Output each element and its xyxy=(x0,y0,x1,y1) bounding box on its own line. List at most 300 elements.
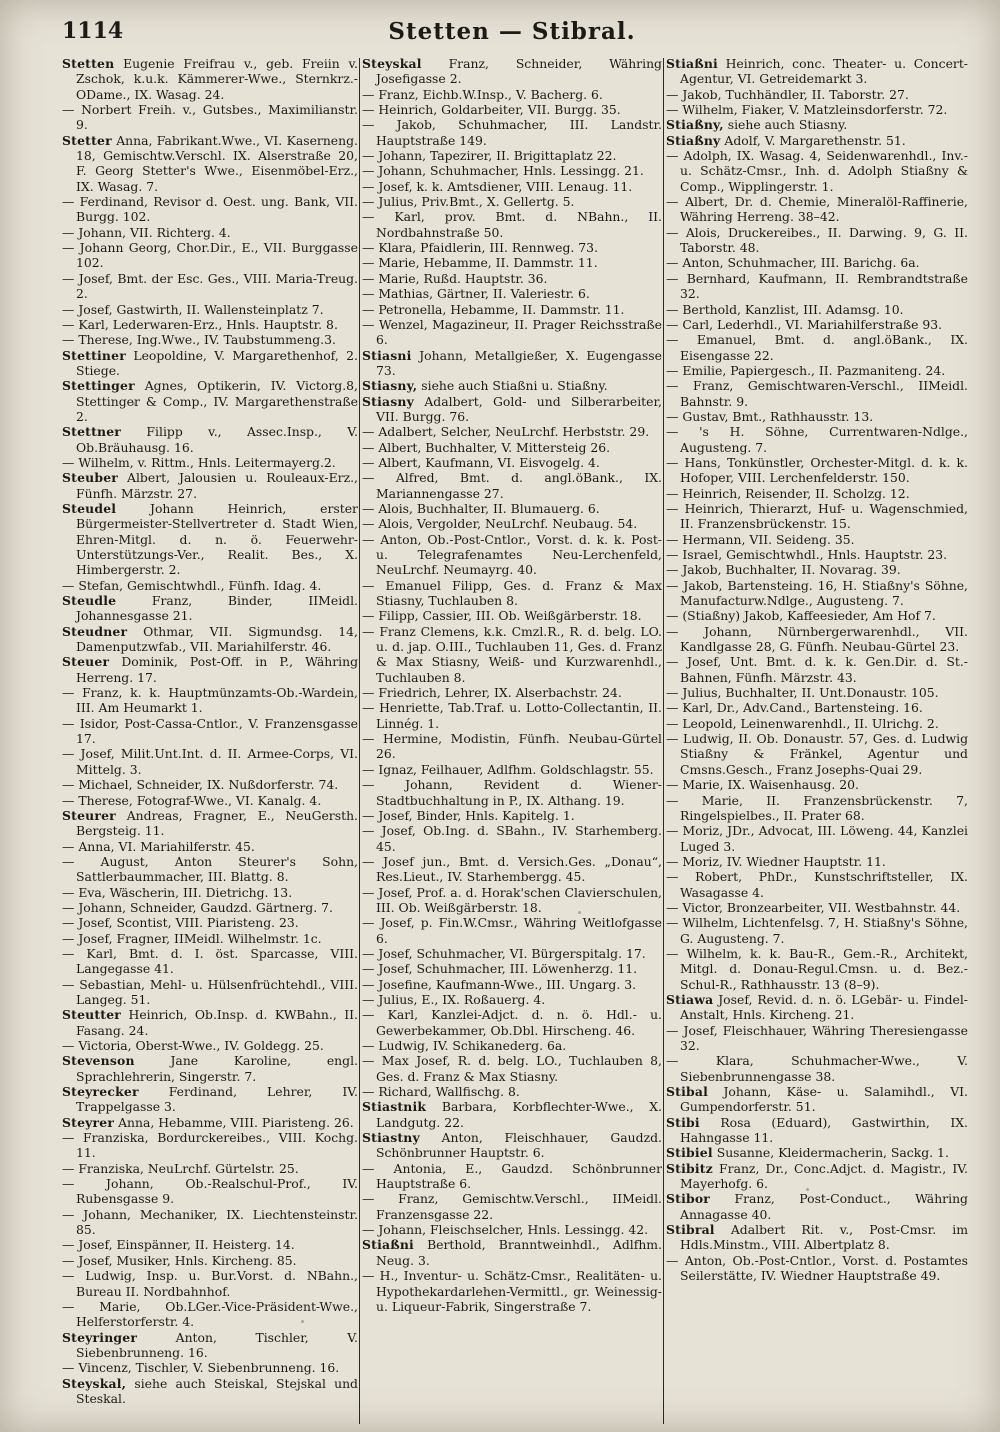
directory-entry xyxy=(666,1161,968,1192)
directory-entry xyxy=(62,946,358,977)
directory-entry xyxy=(362,777,662,808)
entry-details: — Richard, Wallfischg. 8. xyxy=(362,1084,520,1100)
entry-details: — Victor, Bronzearbeiter, VII. Westbahnstr. 44. xyxy=(666,899,961,915)
directory-entry xyxy=(666,424,968,455)
directory-entry xyxy=(362,1053,662,1084)
directory-entry xyxy=(666,532,968,547)
entry-details: — Josef, Schuhmacher, VI. Bürgerspitalg. 17. xyxy=(362,945,646,961)
directory-entry xyxy=(362,102,662,117)
entry-details: — Therese, Ing.Wwe., IV. Taubstummeng.3. xyxy=(62,332,336,348)
directory-entry xyxy=(62,194,358,225)
entry-details: — Franz, Gemischtwaren-Verschl., IIMeidl. Bahnstr. 9. xyxy=(666,378,968,409)
entry-surname: Stiawa xyxy=(666,991,714,1007)
directory-entry xyxy=(62,854,358,885)
column-left xyxy=(62,56,358,1426)
directory-entry xyxy=(666,1053,968,1084)
directory-entry xyxy=(362,286,662,301)
entry-details: Albert, Jalousien u. Rouleaux-Erz., Fünfh. Märzstr. 27. xyxy=(76,470,358,501)
directory-entry xyxy=(666,501,968,532)
entry-details: — Josef, Fragner, IIMeidl. Wilhelmstr. 1c. xyxy=(62,930,322,946)
directory-entry xyxy=(362,532,662,578)
entry-details: — Robert, PhDr., Kunstschriftsteller, IX. Wasagasse 4. xyxy=(666,869,968,900)
directory-entry xyxy=(362,348,662,379)
directory-entry xyxy=(62,317,358,332)
entry-surname: Steudner xyxy=(62,623,128,639)
directory-entry xyxy=(666,900,968,915)
entry-details: — Stefan, Gemischtwhdl., Fünfh. Idag. 4. xyxy=(62,577,322,593)
directory-entry xyxy=(62,1299,358,1330)
entry-details: — Franziska, Bordurckereibes., VIII. Kochg. 11. xyxy=(62,1130,358,1161)
directory-entry xyxy=(362,209,662,240)
entry-details: — Eva, Wäscherin, III. Dietrichg. 13. xyxy=(62,884,293,900)
entry-details: Filipp v., Assec.Insp., V. Ob.Bräuhausg. 16. xyxy=(76,424,358,455)
entry-surname: Stiaßny xyxy=(666,132,721,148)
entry-surname: Stibral xyxy=(666,1222,715,1238)
directory-entry xyxy=(666,332,968,363)
entry-details: — Emanuel, Bmt. d. angl.öBank., IX. Eisengasse 22. xyxy=(666,332,968,363)
entry-details: — Wenzel, Magazineur, II. Prager Reichsstraße 6. xyxy=(362,316,662,348)
directory-entry xyxy=(62,1130,358,1161)
entry-details: — August, Anton Steurer's Sohn, Sattlerbaummacher, III. Blattg. 8. xyxy=(62,853,358,885)
directory-entry xyxy=(362,1161,662,1192)
entry-details: — Israel, Gemischtwhdl., Hnls. Hauptstr. 23. xyxy=(666,547,948,562)
entry-surname: Stetter xyxy=(62,132,112,148)
directory-entry xyxy=(62,332,358,347)
directory-entry xyxy=(362,1191,662,1222)
directory-entry xyxy=(62,654,358,685)
entry-details: — Hans, Tonkünstler, Orchester-Mitgl. d. k. k. Hofoper, VIII. Lerchenfelderstr. 150. xyxy=(666,454,968,486)
entry-details: — Josef, Schuhmacher, III. Löwenherzg. 11. xyxy=(362,961,638,977)
entry-surname: Stiasny xyxy=(362,393,414,409)
entry-details: Franz, Post-Conduct., Währing Annagasse 40. xyxy=(680,1191,968,1222)
directory-entry xyxy=(666,255,968,270)
directory-entry xyxy=(62,348,358,379)
directory-entry xyxy=(362,1038,662,1053)
entry-details: — Mathias, Gärtner, II. Valeriestr. 6. xyxy=(362,286,590,302)
entry-details: — (Stiaßny) Jakob, Kaffeesieder, Am Hof 7. xyxy=(666,608,936,624)
entry-details: — Karl, Bmt. d. I. öst. Sparcasse, VIII. Langegasse 41. xyxy=(62,945,358,977)
directory-entry xyxy=(62,102,358,133)
entry-details: Anton, Fleischhauer, Gaudzd. Schönbrunner Hauptstr. 6. xyxy=(376,1130,662,1161)
directory-entry xyxy=(666,823,968,854)
directory-entry xyxy=(62,271,358,302)
entry-details: — Johann, Tapezirer, II. Brigittaplatz 22. xyxy=(362,148,617,164)
entry-details: Adolf, V. Margarethenstr. 51. xyxy=(724,132,906,148)
directory-entry xyxy=(62,685,358,716)
column-right xyxy=(666,56,968,1426)
directory-entry xyxy=(62,378,358,424)
entry-details: — Ignaz, Feilhauer, Adlfhm. Goldschlagstr. 55. xyxy=(362,761,654,777)
entry-details: — Ludwig, II. Ob. Donaustr. 57, Ges. d. Ludwig Stiaßny & Fränkel, Agentur und Cmsns.Gesch., Franz Josephs-Quai 29. xyxy=(666,731,968,777)
entry-details: — Leopold, Leinenwarenhdl., II. Ulrichg. 2. xyxy=(666,715,939,731)
entry-details: Rosa (Eduard), Gastwirthin, IX. Hahngasse 11. xyxy=(680,1114,968,1146)
entry-details: siehe auch Stiaßni u. Stiaßny. xyxy=(421,378,608,394)
directory-entry xyxy=(362,1222,662,1237)
directory-entry xyxy=(666,562,968,577)
directory-entry xyxy=(362,1084,662,1099)
entry-details: — Marie, Hebamme, II. Dammstr. 11. xyxy=(362,255,598,271)
directory-entry xyxy=(62,1176,358,1207)
entry-details: Barbara, Korbflechter-Wwe., X. Landgutg. 22. xyxy=(376,1099,662,1130)
entry-surname: Stibitz xyxy=(666,1160,713,1176)
entry-surname: Stettinger xyxy=(62,378,135,394)
directory-entry xyxy=(62,1253,358,1268)
directory-entry xyxy=(362,317,662,348)
entry-details: — Wilhelm, v. Rittm., Hnls. Leitermayerg.2. xyxy=(62,454,336,470)
entry-details: — Ludwig, IV. Schikanederg. 6a. xyxy=(362,1038,567,1053)
entry-surname: Steudle xyxy=(62,593,117,609)
directory-entry xyxy=(666,133,968,148)
entry-details: — Karl, Dr., Adv.Cand., Bartensteing. 16. xyxy=(666,700,923,716)
entry-details: — Wilhelm, k. k. Bau-R., Gem.-R., Architekt, Mitgl. d. Donau-Regul.Cmsn. u. d. Bez.-Schul-R., Rathhausstr. 13 (8–9). xyxy=(666,945,968,992)
directory-entry xyxy=(62,915,358,930)
entry-details: — Alfred, Bmt. d. angl.öBank., IX. Mariannengasse 27. xyxy=(362,470,662,501)
entry-details: — Anton, Ob.-Post-Cntlor., Vorst. d. k. k. Post- u. Telegrafenamtes Neu-Lerchenfeld, NeuLrchf. Neumayrg. 40. xyxy=(362,531,662,578)
entry-details: — Petronella, Hebamme, II. Dammstr. 11. xyxy=(362,301,625,317)
entry-surname: Steurer xyxy=(62,807,116,823)
directory-entry xyxy=(362,1268,662,1314)
directory-entry xyxy=(62,1330,358,1361)
entry-details: — Wilhelm, Fiaker, V. Matzleinsdorferstr. 72. xyxy=(666,102,948,118)
entry-details: — Johann, Schuhmacher, Hnls. Lessingg. 21. xyxy=(362,163,644,179)
entry-details: — Julius, E., IX. Roßauerg. 4. xyxy=(362,991,546,1007)
entry-details: — Karl, Kanzlei-Adjct. d. n. ö. Hdl.- u. Gewerbekammer, Ob.Dbl. Hirscheng. 46. xyxy=(362,1007,662,1038)
entry-details: — Marie, IX. Waisenhausg. 20. xyxy=(666,777,859,793)
directory-entry xyxy=(62,900,358,915)
column-divider xyxy=(359,58,360,1424)
directory-entry xyxy=(666,1145,968,1160)
directory-entry xyxy=(666,56,968,87)
entry-details: Adalbert, Gold- und Silberarbeiter, VII. Burgg. 76. xyxy=(376,393,662,424)
directory-entry xyxy=(666,915,968,946)
entry-details: — Adolph, IX. Wasag. 4, Seidenwarenhdl., Inv.- u. Schätz-Cmsr., Inh. d. Adolph Stiaßny & Comp., Wipplingerstr. 1. xyxy=(666,148,968,194)
directory-entry xyxy=(62,746,358,777)
entry-details: — Ferdinand, Revisor d. Oest. ung. Bank, VII. Burgg. 102. xyxy=(62,194,358,225)
directory-entry xyxy=(666,731,968,777)
directory-entry xyxy=(62,793,358,808)
directory-entry xyxy=(362,179,662,194)
entry-details: — Julius, Priv.Bmt., X. Gellertg. 5. xyxy=(362,194,575,210)
directory-entry xyxy=(62,470,358,501)
entry-details: — Franz, Eichb.W.Insp., V. Bacherg. 6. xyxy=(362,86,603,102)
directory-entry xyxy=(666,378,968,409)
directory-entry xyxy=(62,1161,358,1176)
entry-details: — Alois, Druckereibes., II. Darwing. 9, G. II. Taborstr. 48. xyxy=(666,224,968,256)
column-middle xyxy=(362,56,662,1426)
entry-details: — Johann, VII. Richterg. 4. xyxy=(62,224,231,240)
entry-details: Susanne, Kleidermacherin, Sackg. 1. xyxy=(716,1145,949,1161)
entry-details: — Heinrich, Goldarbeiter, VII. Burgg. 35. xyxy=(362,102,621,118)
entry-details: — Josef, Prof. a. d. Horak'schen Clavierschulen, III. Ob. Weißgärberstr. 18. xyxy=(362,884,662,915)
directory-entry xyxy=(362,946,662,961)
entry-details: Anna, Hebamme, VIII. Piaristeng. 26. xyxy=(118,1114,354,1130)
directory-entry xyxy=(362,977,662,992)
directory-entry xyxy=(362,117,662,148)
directory-entry xyxy=(62,931,358,946)
directory-entry xyxy=(62,133,358,194)
entry-details: — Jakob, Schuhmacher, III. Landstr. Hauptstraße 149. xyxy=(362,117,662,148)
entry-details: — Antonia, E., Gaudzd. Schönbrunner Hauptstraße 6. xyxy=(362,1160,662,1192)
directory-entry xyxy=(62,716,358,747)
directory-entry xyxy=(362,1099,662,1130)
entry-details: — Franz Clemens, k.k. Cmzl.R., R. d. belg. LO. u. d. jap. O.III., Tuchlauben 11, Ges. d. Franz & Max Stiasny, Weiß- und Kurzwarenhdl., Tuchlauben 8. xyxy=(362,623,662,685)
directory-entry xyxy=(666,654,968,685)
entry-details: — Josef, Musiker, Hnls. Kircheng. 85. xyxy=(62,1252,297,1268)
directory-entry xyxy=(362,885,662,916)
entry-details: Josef, Revid. d. n. ö. LGebär- u. Findel-Anstalt, Hnls. Kircheng. 21. xyxy=(680,991,968,1023)
entry-details: — Josef jun., Bmt. d. Versich.Ges. „Donau“, Res.Lieut., IV. Starhembergg. 45. xyxy=(362,853,662,885)
directory-entry xyxy=(666,1253,968,1284)
entry-surname: Steyrer xyxy=(62,1114,115,1130)
directory-entry xyxy=(362,624,662,685)
entry-details: — Heinrich, Thierarzt, Huf- u. Wagenschmied, II. Franzensbrückenstr. 15. xyxy=(666,500,968,532)
entry-surname: Stettiner xyxy=(62,347,126,363)
directory-entry xyxy=(362,854,662,885)
directory-entry xyxy=(666,194,968,225)
entry-details: — Johann, Ob.-Realschul-Prof., IV. Rubensgasse 9. xyxy=(62,1176,358,1207)
directory-entry xyxy=(362,394,662,425)
directory-entry xyxy=(362,700,662,731)
directory-entry xyxy=(62,808,358,839)
directory-entry xyxy=(362,992,662,1007)
entry-details: — Filipp, Cassier, III. Ob. Weißgärberstr. 18. xyxy=(362,608,642,624)
directory-entry xyxy=(62,240,358,271)
directory-entry xyxy=(362,823,662,854)
entry-details: — Josef, p. Fin.W.Cmsr., Währing Weitlofgasse 6. xyxy=(362,915,662,946)
entry-details: — Victoria, Oberst-Wwe., IV. Goldegg. 25. xyxy=(62,1038,324,1053)
directory-entry xyxy=(666,700,968,715)
entry-details: — Franz, Gemischtw.Verschl., IIMeidl. Franzensgasse 22. xyxy=(362,1191,662,1222)
entry-details: — Moriz, IV. Wiedner Hauptstr. 11. xyxy=(666,853,886,869)
directory-entry xyxy=(666,578,968,609)
entry-details: Anton, Tischler, V. Siebenbrunneng. 16. xyxy=(76,1329,358,1360)
entry-details: — Vincenz, Tischler, V. Siebenbrunneng. 16. xyxy=(62,1360,340,1376)
directory-entry xyxy=(666,624,968,655)
directory-entry xyxy=(666,148,968,194)
entry-details: Ferdinand, Lehrer, IV. Trappelgasse 3. xyxy=(76,1084,358,1115)
entry-details: — Bernhard, Kaufmann, II. Rembrandtstraße 32. xyxy=(666,270,968,302)
entry-details: — Johann, Nürnbergerwarenhdl., VII. Kandlgasse 28, G. Fünfh. Neubau-Gürtel 23. xyxy=(666,623,968,655)
entry-details: siehe auch Steiskal, Stejskal und Steskal. xyxy=(76,1375,358,1406)
entry-details: — Wilhelm, Lichtenfelsg. 7, H. Stiaßny's Söhne, G. Augusteng. 7. xyxy=(666,915,968,946)
entry-surname: Steyrecker xyxy=(62,1084,139,1100)
entry-details: — Marie, II. Franzensbrückenstr. 7, Ringelspielbes., II. Prater 68. xyxy=(666,792,968,823)
entry-details: — Josef, Gastwirth, II. Wallensteinplatz 7. xyxy=(62,301,324,317)
entry-details: — Anton, Schuhmacher, III. Barichg. 6a. xyxy=(666,255,920,271)
directory-entry xyxy=(62,1115,358,1130)
entry-details: Franz, Dr., Conc.Adjct. d. Magistr., IV. Mayerhofg. 6. xyxy=(680,1160,968,1192)
entry-details: — Heinrich, Reisender, II. Scholzg. 12. xyxy=(666,485,910,501)
directory-entry xyxy=(666,946,968,992)
entry-details: — Josef, Fleischhauer, Währing Theresiengasse 32. xyxy=(666,1022,968,1053)
entry-details: — Josefine, Kaufmann-Wwe., III. Ungarg. 3. xyxy=(362,976,637,992)
entry-details: — Therese, Fotograf-Wwe., VI. Kanalg. 4. xyxy=(62,792,322,808)
directory-entry xyxy=(362,915,662,946)
directory-entry xyxy=(62,977,358,1008)
directory-entry xyxy=(62,1084,358,1115)
entry-surname: Stiaßny, xyxy=(666,117,724,133)
entry-surname: Stiastnik xyxy=(362,1099,427,1115)
directory-entry xyxy=(62,455,358,470)
directory-entry xyxy=(666,793,968,824)
entry-details: — Josef, Einspänner, II. Heisterg. 14. xyxy=(62,1237,295,1253)
entry-details: — Alois, Vergolder, NeuLrchf. Neubaug. 54. xyxy=(362,516,638,532)
directory-entry xyxy=(666,777,968,792)
entry-details: — Marie, Ob.LGer.-Vice-Präsident-Wwe., Helferstorferstr. 4. xyxy=(62,1298,358,1330)
directory-entry xyxy=(666,716,968,731)
directory-entry xyxy=(666,486,968,501)
directory-entry xyxy=(362,424,662,439)
directory-entry xyxy=(362,163,662,178)
entry-details: — Johann Georg, Chor.Dir., E., VII. Burggasse 102. xyxy=(62,240,358,271)
directory-entry xyxy=(62,593,358,624)
directory-entry xyxy=(666,317,968,332)
entry-details: Heinrich, conc. Theater- u. Concert-Agentur, VI. Getreidemarkt 3. xyxy=(680,56,968,87)
directory-entry xyxy=(362,1237,662,1268)
entry-details: Agnes, Optikerin, IV. Victorg.8, Stettinger & Comp., IV. Margarethenstraße 2. xyxy=(76,378,358,424)
directory-entry xyxy=(362,685,662,700)
directory-entry xyxy=(666,1222,968,1253)
directory-entry xyxy=(362,1130,662,1161)
entry-details: Eugenie Freifrau v., geb. Freiin v. Zschok, k.u.k. Kämmerer-Wwe., Sternkrz.-ODame., IX. Wasag. 24. xyxy=(76,56,358,102)
entry-details: — Karl, Lederwaren-Erz., Hnls. Hauptstr. 8. xyxy=(62,316,338,332)
directory-entry xyxy=(62,1207,358,1238)
entry-details: — Johann, Revident d. Wiener-Stadtbuchhaltung in P., IX. Althang. 19. xyxy=(362,777,662,808)
entry-details: — Hermine, Modistin, Fünfh. Neubau-Gürtel 26. xyxy=(362,731,662,762)
entry-details: Johann, Metallgießer, X. Eugengasse 73. xyxy=(376,347,662,378)
entry-surname: Stibiel xyxy=(666,1145,713,1161)
page-number: 1114 xyxy=(62,18,124,44)
entry-details: — Friedrich, Lehrer, IX. Alserbachstr. 24. xyxy=(362,685,622,701)
entry-details: — Alois, Buchhalter, II. Blumauerg. 6. xyxy=(362,500,600,516)
entry-details: Dominik, Post-Off. in P., Währing Herreng. 17. xyxy=(76,654,358,685)
directory-entry xyxy=(62,624,358,655)
entry-details: — Josef, Bmt. der Esc. Ges., VIII. Maria-Treug. 2. xyxy=(62,270,358,302)
directory-entry xyxy=(362,608,662,623)
directory-entry xyxy=(666,1115,968,1146)
entry-details: — Johann, Mechaniker, IX. Liechtensteinstr. 85. xyxy=(62,1206,358,1238)
entry-details: — Josef, Scontist, VIII. Piaristeng. 23. xyxy=(62,915,299,931)
directory-entry xyxy=(362,56,662,87)
entry-details: — Carl, Lederhdl., VI. Mariahilferstraße 93. xyxy=(666,316,943,332)
page-header xyxy=(62,14,962,54)
directory-entry xyxy=(362,240,662,255)
entry-details: — Albert, Buchhalter, V. Mittersteig 26. xyxy=(362,439,611,455)
directory-entry xyxy=(362,378,662,393)
entry-details: Jane Karoline, engl. Sprachlehrerin, Singerstr. 7. xyxy=(76,1053,358,1084)
directory-entry xyxy=(362,255,662,270)
entry-surname: Steutter xyxy=(62,1007,122,1023)
entry-details: — Karl, prov. Bmt. d. NBahn., II. Nordbahnstraße 50. xyxy=(362,209,662,240)
directory-entry xyxy=(62,1360,358,1375)
entry-surname: Steyskal xyxy=(362,56,422,71)
entry-details: — Josef, Unt. Bmt. d. k. k. Gen.Dir. d. St.-Bahnen, Fünfh. Märzstr. 43. xyxy=(666,654,968,685)
entry-details: — Emilie, Papiergesch., II. Pazmaniteng. 24. xyxy=(666,362,946,378)
directory-entry xyxy=(62,1376,358,1407)
entry-details: — Jakob, Bartensteing. 16, H. Stiaßny's Söhne, Manufacturw.Ndlge., Augusteng. 7. xyxy=(666,577,968,609)
directory-entry xyxy=(62,1053,358,1084)
directory-entry xyxy=(62,1268,358,1299)
entry-details: Adalbert Rit. v., Post-Cmsr. im Hdls.Minstm., VIII. Albertplatz 8. xyxy=(680,1222,968,1253)
entry-details: Andreas, Fragner, E., NeuGersth. Bergsteig. 11. xyxy=(76,807,358,839)
entry-details: — Jakob, Tuchhändler, II. Taborstr. 27. xyxy=(666,86,909,102)
entry-details: — Franziska, NeuLrchf. Gürtelstr. 25. xyxy=(62,1160,299,1176)
directory-entry xyxy=(362,578,662,609)
entry-surname: Stibor xyxy=(666,1191,711,1207)
entry-details: Leopoldine, V. Margarethenhof, 2. Stiege. xyxy=(76,347,358,378)
directory-entry xyxy=(62,302,358,317)
entry-details: Johann, Käse- u. Salamihdl., VI. Gumpendorferstr. 51. xyxy=(680,1084,968,1115)
entry-details: — Josef, Milit.Unt.Int. d. II. Armee-Corps, VI. Mittelg. 3. xyxy=(62,746,358,777)
directory-entry xyxy=(362,271,662,286)
directory-entry xyxy=(62,56,358,102)
column-divider xyxy=(663,58,664,1424)
directory-entry xyxy=(362,470,662,501)
directory-entry xyxy=(666,87,968,102)
entry-surname: Steyringer xyxy=(62,1329,138,1345)
directory-entry xyxy=(362,148,662,163)
entry-details: — Michael, Schneider, IX. Nußdorferstr. 74. xyxy=(62,777,339,793)
entry-details: — Julius, Buchhalter, II. Unt.Donaustr. 105. xyxy=(666,685,939,701)
directory-entry xyxy=(666,409,968,424)
directory-entry xyxy=(666,869,968,900)
directory-entry xyxy=(362,194,662,209)
entry-details: Heinrich, Ob.Insp. d. KWBahn., II. Fasang. 24. xyxy=(76,1007,358,1038)
entry-surname: Steuer xyxy=(62,654,110,670)
directory-entry xyxy=(666,854,968,869)
entry-details: — Jakob, Buchhalter, II. Novarag. 39. xyxy=(666,562,901,578)
directory-entry xyxy=(362,302,662,317)
entry-details: Berthold, Branntweinhdl., Adlfhm. Neug. 3. xyxy=(376,1237,662,1268)
entry-details: — Albert, Dr. d. Chemie, Mineralöl-Raffinerie, Währing Herreng. 38–42. xyxy=(666,194,968,225)
entry-details: — Gustav, Bmt., Rathhausstr. 13. xyxy=(666,408,874,424)
entry-surname: Stettner xyxy=(62,424,122,440)
entry-details: — Josef, Binder, Hnls. Kapitelg. 1. xyxy=(362,807,575,823)
directory-entry xyxy=(362,516,662,531)
entry-details: — Klara, Pfaidlerin, III. Rennweg. 73. xyxy=(362,240,599,256)
directory-entry xyxy=(666,363,968,378)
directory-entry xyxy=(362,87,662,102)
directory-entry xyxy=(666,117,968,132)
entry-surname: Stibi xyxy=(666,1114,700,1130)
directory-entry xyxy=(62,578,358,593)
entry-details: — Max Josef, R. d. belg. LO., Tuchlauben 8, Ges. d. Franz & Max Stiasny. xyxy=(362,1053,662,1084)
directory-entry xyxy=(362,762,662,777)
directory-entry xyxy=(666,302,968,317)
directory-entry xyxy=(62,501,358,578)
entry-details: Franz, Binder, IIMeidl. Johannesgasse 21. xyxy=(76,593,358,624)
entry-details: — Berthold, Kanzlist, III. Adamsg. 10. xyxy=(666,301,904,317)
entry-details: Johann Heinrich, erster Bürgermeister-Stellvertreter d. Stadt Wien, Ehren-Mitgl. d. n. ö. Feuerwehr-Unterstützungs-Ver., Realit. Bes., X. Himbergerstr. 2. xyxy=(76,500,358,578)
entry-details: siehe auch Stiasny. xyxy=(727,117,848,133)
entry-surname: Stiastny xyxy=(362,1130,420,1146)
entry-details: — H., Inventur- u. Schätz-Cmsr., Realitäten- u. Hypothekardarlehen-Vermittl., gr. Weinessig- u. Liqueur-Fabrik, Singerstraße 7. xyxy=(362,1268,662,1314)
directory-entry xyxy=(666,608,968,623)
entry-surname: Steudel xyxy=(62,500,117,516)
directory-entry xyxy=(62,1237,358,1252)
entry-details: — Johann, Schneider, Gaudzd. Gärtnerg. 7. xyxy=(62,899,333,915)
directory-entry xyxy=(362,455,662,470)
directory-entry xyxy=(362,1007,662,1038)
entry-details: — Anton, Ob.-Post-Cntlor., Vorst. d. Postamtes Seilerstätte, IV. Wiedner Hauptstraße 49. xyxy=(666,1252,968,1284)
directory-entry xyxy=(62,424,358,455)
directory-entry xyxy=(62,1007,358,1038)
entry-surname: Stiaßni xyxy=(362,1237,414,1253)
directory-entry xyxy=(666,547,968,562)
entry-details: Anna, Fabrikant.Wwe., VI. Kaserneng. 18, Gemischtw.Verschl. IX. Alserstraße 20, F. Georg Stetter's Wwe., Eisenmöbel-Erz., IX. Wasag. 7. xyxy=(76,132,358,194)
directory-entry xyxy=(666,455,968,486)
directory-entry xyxy=(62,777,358,792)
